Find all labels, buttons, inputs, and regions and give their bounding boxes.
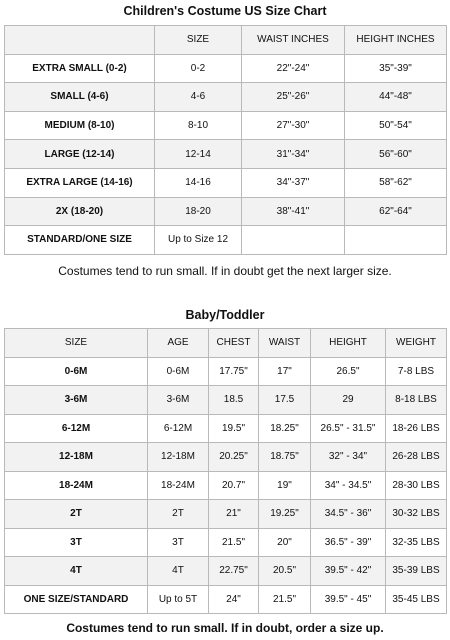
table-cell: 38"-41" <box>242 197 345 226</box>
table-cell: 26-28 LBS <box>386 443 447 472</box>
table-row <box>5 140 447 169</box>
table-cell: 3T <box>148 528 209 557</box>
row-label: STANDARD/ONE SIZE <box>5 226 155 255</box>
table-cell: 29 <box>311 386 386 415</box>
table-row <box>5 197 447 226</box>
row-label: 18-24M <box>5 471 148 500</box>
table-cell: 8-10 <box>155 111 242 140</box>
row-label: EXTRA SMALL (0-2) <box>5 54 155 83</box>
table-cell: 12-18M <box>148 443 209 472</box>
table-cell: 34" - 34.5" <box>311 471 386 500</box>
table-row <box>5 168 447 197</box>
table-cell: 17.75" <box>209 357 259 386</box>
table-cell: 35-45 LBS <box>386 585 447 614</box>
table-cell: 31"-34" <box>242 140 345 169</box>
children-size-note: Costumes tend to run small. If in doubt get the next larger size. <box>58 264 392 278</box>
table-cell: 58"-62" <box>345 168 447 197</box>
table-cell: 35"-39" <box>345 54 447 83</box>
table-row <box>5 357 447 386</box>
table-cell: 62"-64" <box>345 197 447 226</box>
table-cell: 18-20 <box>155 197 242 226</box>
table-cell: 20" <box>259 528 311 557</box>
row-label: 2X (18-20) <box>5 197 155 226</box>
table-cell: 39.5" - 42" <box>311 557 386 586</box>
table-cell: 24" <box>209 585 259 614</box>
table-row <box>5 54 447 83</box>
table-cell: 32" - 34" <box>311 443 386 472</box>
row-label: EXTRA LARGE (14-16) <box>5 168 155 197</box>
table-cell: 19.5" <box>209 414 259 443</box>
column-header: WEIGHT <box>386 329 447 358</box>
table-row <box>5 83 447 112</box>
table-cell: 22.75" <box>209 557 259 586</box>
row-label: ONE SIZE/STANDARD <box>5 585 148 614</box>
table-cell: 20.7" <box>209 471 259 500</box>
table-cell: 7-8 LBS <box>386 357 447 386</box>
table-row <box>5 226 447 255</box>
table-cell: 34"-37" <box>242 168 345 197</box>
table-cell: 28-30 LBS <box>386 471 447 500</box>
column-header: CHEST <box>209 329 259 358</box>
row-label: 6-12M <box>5 414 148 443</box>
column-header: AGE <box>148 329 209 358</box>
table-cell: 20.5" <box>259 557 311 586</box>
table-cell: 30-32 LBS <box>386 500 447 529</box>
table-cell: 17" <box>259 357 311 386</box>
table-cell: Up to Size 12 <box>155 226 242 255</box>
row-label: MEDIUM (8-10) <box>5 111 155 140</box>
column-header: WAIST <box>259 329 311 358</box>
baby-size-table <box>4 328 447 614</box>
table-cell: 17.5 <box>259 386 311 415</box>
table-cell: 0-2 <box>155 54 242 83</box>
table-row <box>5 111 447 140</box>
table-cell: 27"-30" <box>242 111 345 140</box>
column-header: SIZE <box>155 26 242 55</box>
table-cell: 18.5 <box>209 386 259 415</box>
table-cell: 0-6M <box>148 357 209 386</box>
column-header: HEIGHT <box>311 329 386 358</box>
baby-chart-title: Baby/Toddler <box>185 308 265 322</box>
table-cell: 3-6M <box>148 386 209 415</box>
table-cell: 26.5" - 31.5" <box>311 414 386 443</box>
row-label: 3-6M <box>5 386 148 415</box>
table-cell: 2T <box>148 500 209 529</box>
table-row <box>5 471 447 500</box>
table-cell <box>242 226 345 255</box>
table-cell: 18-26 LBS <box>386 414 447 443</box>
table-cell: 4T <box>148 557 209 586</box>
children-size-table <box>4 25 447 255</box>
table-cell: 39.5" - 45" <box>311 585 386 614</box>
column-header <box>5 26 155 55</box>
column-header: SIZE <box>5 329 148 358</box>
row-label: 3T <box>5 528 148 557</box>
table-cell: 20.25" <box>209 443 259 472</box>
table-cell: 8-18 LBS <box>386 386 447 415</box>
table-cell: 35-39 LBS <box>386 557 447 586</box>
table-cell: 32-35 LBS <box>386 528 447 557</box>
table-cell: 26.5" <box>311 357 386 386</box>
table-cell: 19" <box>259 471 311 500</box>
table-cell: 12-14 <box>155 140 242 169</box>
table-cell: 56"-60" <box>345 140 447 169</box>
row-label: SMALL (4-6) <box>5 83 155 112</box>
table-cell <box>345 226 447 255</box>
table-cell: 4-6 <box>155 83 242 112</box>
table-cell: 21.5" <box>209 528 259 557</box>
table-cell: 18.25" <box>259 414 311 443</box>
table-cell: 19.25" <box>259 500 311 529</box>
table-cell: 36.5" - 39" <box>311 528 386 557</box>
table-cell: 22"-24" <box>242 54 345 83</box>
table-cell: 21.5" <box>259 585 311 614</box>
table-cell: 14-16 <box>155 168 242 197</box>
table-row <box>5 414 447 443</box>
table-cell: 18.75" <box>259 443 311 472</box>
table-row <box>5 500 447 529</box>
header-row <box>5 329 447 358</box>
table-cell: 21" <box>209 500 259 529</box>
row-label: 12-18M <box>5 443 148 472</box>
table-cell: 25"-26" <box>242 83 345 112</box>
table-row <box>5 585 447 614</box>
column-header: WAIST INCHES <box>242 26 345 55</box>
table-row <box>5 443 447 472</box>
table-cell: 50"-54" <box>345 111 447 140</box>
children-chart-title: Children's Costume US Size Chart <box>123 4 327 18</box>
table-cell: 6-12M <box>148 414 209 443</box>
table-cell: 34.5" - 36" <box>311 500 386 529</box>
table-cell: Up to 5T <box>148 585 209 614</box>
row-label: 0-6M <box>5 357 148 386</box>
row-label: 2T <box>5 500 148 529</box>
table-row <box>5 528 447 557</box>
table-cell: 18-24M <box>148 471 209 500</box>
table-row <box>5 386 447 415</box>
row-label: LARGE (12-14) <box>5 140 155 169</box>
baby-size-note: Costumes tend to run small. If in doubt, order a size up. <box>66 621 384 635</box>
row-label: 4T <box>5 557 148 586</box>
header-row <box>5 26 447 55</box>
table-row <box>5 557 447 586</box>
column-header: HEIGHT INCHES <box>345 26 447 55</box>
table-cell: 44"-48" <box>345 83 447 112</box>
